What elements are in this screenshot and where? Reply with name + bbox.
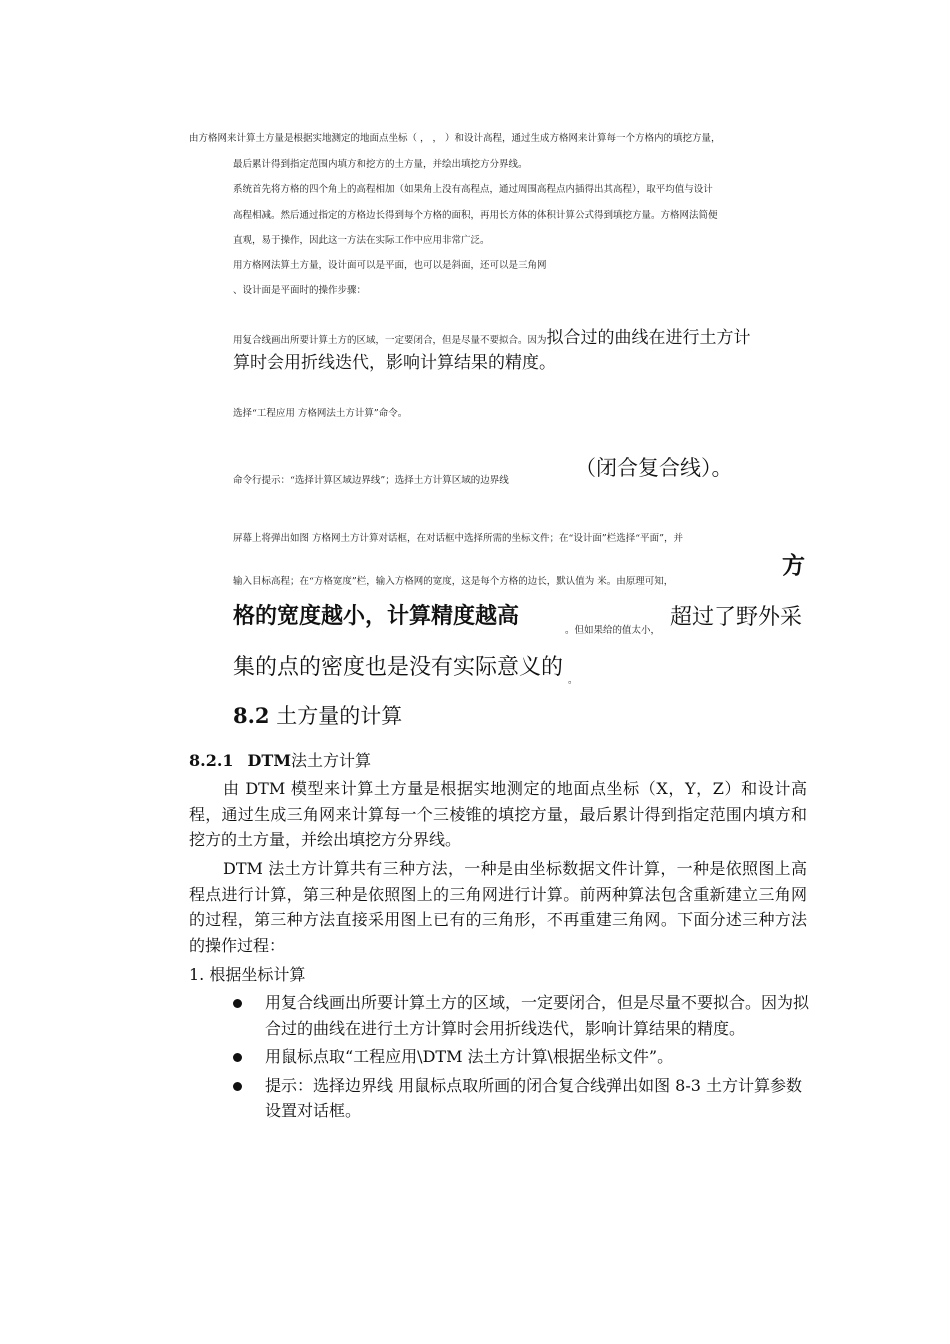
bullet-item-1 [229,990,809,1041]
bullet-text-3: 提示：选择边界线 用鼠标点取所画的闭合复合线弹出如图 8-3 土方计算参数设置对话框。 [265,1075,803,1120]
step-4-period: 。 [568,675,578,686]
step-1-small-text: 用复合线画出所要计算土方的区域，一定要闭合，但是尽量不要拟合。因为 [233,335,547,346]
subsection-heading [189,748,371,771]
bullet-dot-icon [233,1082,242,1091]
grid-text-line-1: 由方格网来计算土方量是根据实地测定的地面点坐标（ ， ， ）和设计高程，通过生成方格网来计算每一个方格内的填挖方量， [189,133,721,144]
paragraph-2: DTM 法土方计算共有三种方法，一种是由坐标数据文件计算，一种是依照图上高程点进行计算，第三种是依照图上的三角网进行计算。前两种算法包含重新建立三角网的过程，第三种方法直接采用图上已有的三角形，不再重建三角网。下面分述三种方法的操作过程： [189,859,807,955]
section-title: 土方量的计算 [276,704,403,728]
step-3-big-text: （闭合复合线）。 [575,456,733,480]
step-4-big-text-b: 集的点的密度也是没有实际意义的 [233,655,564,680]
bullet-item-3 [229,1073,809,1124]
paragraph-1: 由 DTM 模型来计算土方量是根据实地测定的地面点坐标（X，Y，Z）和设计高程，通过生成三角网来计算每一个三棱锥的填挖方量，最后累计得到指定范围内填方和挖方的土方量，并绘出填挖方分界线。 [189,779,807,849]
step-1-big-text: 拟合过的曲线在进行土方计 [546,328,751,348]
step-4-line-a: 屏幕上将弹出如图 方格网土方计算对话框，在对话框中选择所需的坐标文件；在“设计面”栏选择“平面”，并 [233,533,683,544]
step-2-line: 选择“工程应用 方格网法土方计算”命令。 [233,408,408,419]
grid-text-line-5: 直观，易于操作，因此这一方法在实际工作中应用非常广泛。 [233,235,490,246]
grid-text-line-6: 用方格网法算土方量，设计面可以是平面，也可以是斜面，还可以是三角网 [233,260,547,271]
step-1-line-b: 算时会用折线迭代，影响计算结果的精度。 [233,353,556,373]
step-4-big-text-a: 超过了野外采 [670,605,803,630]
bullet-dot-icon [233,999,242,1008]
step-4-line-b: 输入目标高程；在“方格宽度”栏，输入方格网的宽度，这是每个方格的边长，默认值为 米。由原理可知， [233,576,674,587]
bullet-text-1: 用复合线画出所要计算土方的区域，一定要闭合，但是尽量不要拟合。因为拟合过的曲线在进行土方计算时会用折线迭代，影响计算结果的精度。 [265,993,810,1038]
section-number: 8.2 [233,703,270,728]
bullet-dot-icon [233,1053,242,1062]
grid-text-line-7: 、设计面是平面时的操作步骤： [233,285,367,296]
step-1-line-a [233,323,751,348]
numbered-item-1: 1. 根据坐标计算 [189,965,306,984]
bullet-text-2: 用鼠标点取“工程应用\DTM 法土方计算\根据坐标文件”。 [265,1047,674,1066]
step-3-small-text: 命令行提示：“选择计算区域边界线”；选择土方计算区域的边界线 [233,475,509,486]
grid-text-line-4: 高程相减。然后通过指定的方格边长得到每个方格的面积，再用长方体的体积计算公式得到填挖方量。方格网法简便 [233,210,718,221]
grid-text-line-2: 最后累计得到指定范围内填方和挖方的土方量，并绘出填挖方分界线。 [233,159,528,170]
bullet-list [229,990,809,1127]
grid-text-line-3: 系统首先将方格的四个角上的高程相加（如果角上没有高程点，通过周围高程点内插得出其高程），取平均值与设计 [233,184,713,195]
bullet-item-2 [229,1044,809,1070]
subsection-number: 8.2.1 [189,751,234,770]
step-4-big-char: 方 [782,553,805,579]
subsection-title: 法土方计算 [291,751,372,770]
step-4-small-text: 。但如果给的值太小， [565,625,661,636]
subsection-bold-term: DTM [247,751,292,770]
step-4-bold-text: 格的宽度越小，计算精度越高 [233,604,520,629]
section-heading [233,700,402,730]
